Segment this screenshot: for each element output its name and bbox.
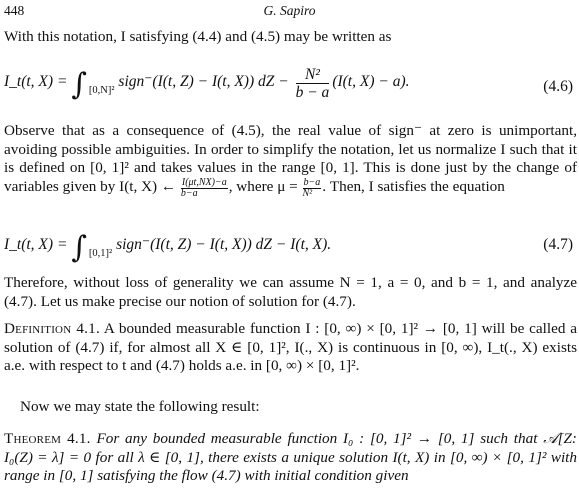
state-paragraph: Now we may state the following result: bbox=[20, 398, 260, 415]
eq46-number: (4.6) bbox=[543, 78, 573, 95]
observe-text-1: Observe that as a consequence of (4.5), the real value of sign⁻ at zero is unimportant, avoiding possible ambiguities. In order to simplify the notation, let us normalize I such that it is defined on [0, 1]² and takes values in the range [0, 1]. This is done just by the change of variables given by I(t, X) ← bbox=[4, 122, 577, 195]
eq46-integral-domain: [0,N]² bbox=[88, 85, 115, 96]
integral-sign-icon: ∫ bbox=[71, 230, 87, 265]
eq46-tail: (I(t, X) − a). bbox=[332, 73, 410, 90]
definition-text: A bounded measurable function I : [0, ∞) × [0, 1]² → [0, 1] will be called a solution of (4.7) if, for almost all X ∈ [0, 1]², I(., X) is continuous in [0, ∞), I_t(., X) exists a.e. with respect to t and (4.7) holds a.e. in [0, ∞) × [0, 1]². bbox=[4, 320, 577, 375]
integral-sign-icon: ∫ bbox=[71, 67, 87, 102]
eq47-integral-domain: [0,1]² bbox=[88, 248, 113, 259]
theorem-label: Theorem 4.1. bbox=[4, 430, 91, 447]
page-number: 448 bbox=[4, 3, 25, 18]
eq47-lhs: I_t(t, X) = bbox=[4, 236, 72, 253]
cov-frac-denominator: b−a bbox=[180, 187, 198, 199]
running-header bbox=[4, 3, 575, 21]
running-head-author: G. Sapiro bbox=[263, 3, 316, 18]
observe-text-3: . Then, I satisfies the equation bbox=[322, 177, 505, 195]
eq47-integrand: sign⁻(I(t, Z) − I(t, X)) dZ − I(t, X). bbox=[116, 236, 332, 253]
mu-frac-numerator: b−a bbox=[303, 176, 321, 188]
definition-4-1 bbox=[4, 320, 577, 376]
eq47-number: (4.7) bbox=[543, 236, 573, 253]
eq46-frac-denominator: b − a bbox=[295, 84, 330, 101]
intro-paragraph: With this notation, I satisfying (4.4) and (4.5) may be written as bbox=[4, 28, 392, 45]
mu-frac-denominator: N² bbox=[302, 187, 313, 199]
eq46-lhs: I_t(t, X) = bbox=[4, 73, 72, 90]
eq46-fraction bbox=[296, 66, 330, 101]
cov-frac-numerator: I(μt,NX)−a bbox=[181, 176, 227, 188]
therefore-paragraph: Therefore, without loss of generality we can assume N = 1, a = 0, and b = 1, and analyze (4.7). Let us make precise our notion of solution for (4.7). bbox=[4, 274, 577, 310]
equation-4-6 bbox=[4, 66, 577, 106]
theorem-text: For any bounded measurable function I₀ : [0, 1]² → [0, 1] such that 𝒜[Z: I₀(Z) = λ] = 0 for all λ ∈ [0, 1], there exists a unique solution I(t, X) in [0, ∞) × [0, 1]² with range in [0, 1] satisfying the flow (4.7) with initial condition given bbox=[4, 430, 577, 485]
equation-4-7 bbox=[4, 230, 577, 266]
mu-fraction bbox=[303, 178, 322, 199]
change-of-variables-fraction bbox=[181, 178, 228, 199]
eq46-frac-numerator: N² bbox=[296, 66, 330, 84]
observe-text-2: , where μ = bbox=[228, 177, 302, 195]
theorem-4-1 bbox=[4, 430, 577, 486]
eq46-integrand: sign⁻(I(t, Z) − I(t, X)) dZ − bbox=[118, 73, 293, 90]
definition-label: Definition 4.1. bbox=[4, 320, 100, 337]
observe-paragraph bbox=[4, 122, 577, 199]
